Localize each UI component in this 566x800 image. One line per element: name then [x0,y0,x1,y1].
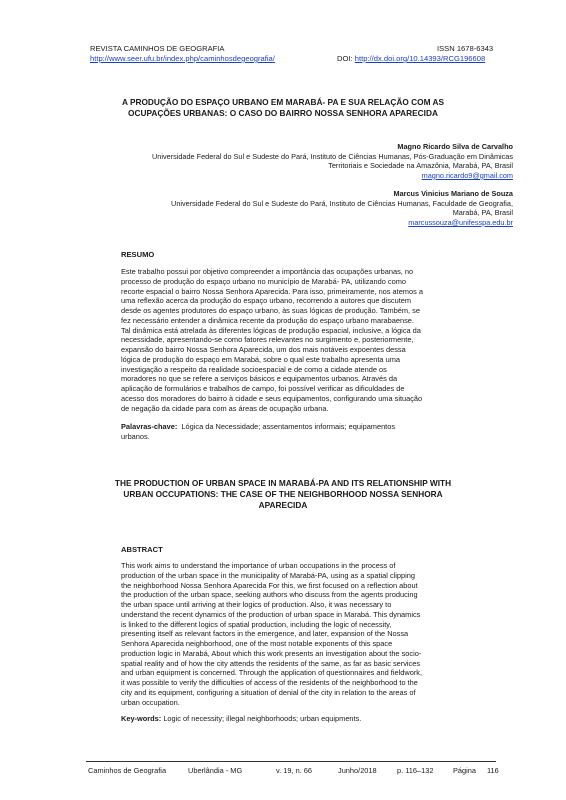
resumo-line: de negação da cidade para com as áreas de ocupação urbana. [121,403,329,413]
key-words [121,714,444,724]
palavras-chave [121,422,444,442]
abstract-heading: ABSTRACT [121,545,163,554]
resumo-line: fez necessário entender a dinâmica recente da produção do espaço urbano marabaense. [121,315,414,325]
resumo-line: uma reflexão acerca da produção do espaço urbano, recorrendo a autores que discutem [121,296,412,306]
author-affiliation-line-1: Universidade Federal do Sul e Sudeste do Pará, Instituto de Ciências Humanas, Pós-Graduação em Dinâmicas [152,152,513,161]
doi-link[interactable]: http://dx.doi.org/10.14393/RCG196608 [354,54,486,63]
abstract-line: city and its equipment, configuring a situation of denial of the city in relation to the areas of [121,687,416,697]
resumo-body [121,267,444,413]
footer-city: Uberlândia - MG [188,766,243,775]
palavras-chave-text: Lógica da Necessidade; assentamentos informais; equipamentos [181,422,396,431]
resumo-line: moradores no que se refere a serviços básicos e equipamentos urbanos. Através da [121,374,398,384]
title-pt [60,97,506,119]
palavras-chave-text-cont: urbanos. [121,431,150,441]
resumo-line: investigação a respeito da realidade socioespacial e de como a cidade atende os [121,364,387,374]
abstract-line: production logic in Marabá, About which this work presents an investigation about the socio- [121,648,422,658]
resumo-line: desde os agentes produtores do espaço urbano, às suas lógicas de produção. Também, se [121,306,420,315]
abstract-line: is linked to the different logics of spatial production, including the logic of necessity, [121,619,392,629]
author-name: Magno Ricardo Silva de Carvalho [397,142,513,151]
author-affiliation-line-1: Universidade Federal do Sul e Sudeste do Pará, Instituto de Ciências Humanas, Faculdade de Geografia, [171,199,513,208]
resumo-line: recorte espacial o bairro Nossa Senhora Aparecida. Para isso, primeiramente, nos atemos a [121,286,423,296]
author-email-link[interactable]: magno.ricardo9@gmail.com [421,170,513,180]
footer-pages: p. 116–132 [397,766,434,775]
abstract-line: production of the urban space in the municipality of Marabá-PA, using as a spatial clipping [121,570,416,580]
issn: ISSN 1678-6343 [437,44,494,53]
resumo-line: lógica de produção do espaço em Marabá, sobre o qual este trabalho apresenta uma [121,354,400,364]
author-affiliation-line-2: Marabá, PA, Brasil [452,208,513,218]
palavras-chave-label: Palavras-chave: [121,422,178,431]
abstract-line: This work aims to understand the importance of urban occupations in the process of [121,561,396,570]
resumo-line: expansão do bairro Nossa Senhora Aparecida, um dos mais notáveis expoentes dessa [121,345,406,354]
title-en [90,478,476,511]
footer-page-label: Página [453,766,477,775]
abstract-line: understand the recent dynamics of the production of urban space in Marabá. This dynamics [121,609,421,619]
footer-volume: v. 19, n. 66 [276,766,313,775]
abstract-line: presenting itself as relevant factors in the emergence, and later, expansion of the Nossa [121,629,409,639]
author-block-2 [73,189,513,227]
title-en-line-3: APARECIDA [258,500,308,510]
title-en-line-1: THE PRODUCTION OF URBAN SPACE IN MARABÁ-PA AND ITS RELATIONSHIP WITH [114,478,452,488]
footer-page-number: 116 [487,766,499,775]
abstract-line: spatial reality and of how the city attends the residents of the same, as far as basic services [121,658,421,668]
footer-journal: Caminhos de Geografia [88,766,167,775]
footer-date: Junho/2018 [338,766,377,775]
abstract-line: the urban space until arriving at their logics of production. Also, it was necessary to [121,600,392,609]
author-affiliation-line-2: Territoriais e Sociedade na Amazônia, Marabá, PA, Brasil [328,161,513,171]
doi-label: DOI: [337,54,353,63]
journal-url-link[interactable]: http://www.seer.ufu.br/index.php/caminhosdegeografia/ [90,54,275,63]
key-words-label: Key-words: [121,714,162,723]
footer-divider [86,761,496,762]
resumo-line: aplicação de formulários e trabalhos de campo, foi possível verificar as dificuldades de [121,384,405,393]
title-pt-line-2: OCUPAÇÕES URBANAS: O CASO DO BAIRRO NOSSA SENHORA APARECIDA [128,108,438,118]
abstract-body [121,561,444,707]
resumo-line: Tal dinâmica está atrelada às diferentes lógicas de produção espacial, inclusive, a lógica da [121,325,421,335]
abstract-line: urban occupation. [121,697,180,707]
journal-name: REVISTA CAMINHOS DE GEOGRAFIA [90,44,225,53]
abstract-line: the production of the urban space, seeking authors who discuss from the agents producing [121,590,418,600]
author-name: Marcus Vinicius Mariano de Souza [393,189,513,198]
abstract-line: it was possible to verify the difficulties of access of the residents of the neighborhood to the [121,678,418,687]
title-pt-line-1: A PRODUÇÃO DO ESPAÇO URBANO EM MARABÁ- PA E SUA RELAÇÃO COM AS [121,97,445,107]
resumo-line: necessidade, apresentando-se como fatores relevantes no surgimento e, posteriormente, [121,335,414,345]
title-en-line-2: URBAN OCCUPATIONS: THE CASE OF THE NEIGHBORHOOD NOSSA SENHORA [123,489,443,499]
doi-line [337,54,485,64]
author-email-link[interactable]: marcussouza@unifesspa.edu.br [408,217,513,227]
abstract-line: the neighborhood Nossa Senhora Aparecida For this, we first focused on a reflection about [121,580,418,590]
key-words-text: Logic of necessity; illegal neighborhoods; urban equipments. [163,714,362,723]
resumo-line: processo de produção do espaço urbano no município de Marabá- PA, utilizando como [121,276,406,286]
resumo-line: Este trabalho possui por objetivo compreender a importância das ocupações urbanas, no [121,267,414,276]
abstract-line: Senhora Aparecida neighborhood, one of the most notable exponents of this space [121,639,393,648]
resumo-line: acesso dos moradores do bairro à cidade e seus equipamentos, configurando uma situação [121,393,423,403]
author-block-1 [73,142,513,180]
resumo-heading: RESUMO [121,250,155,259]
abstract-line: and urban equipment is concerned. Through the application of questionnaires and fieldwork, [121,668,423,678]
